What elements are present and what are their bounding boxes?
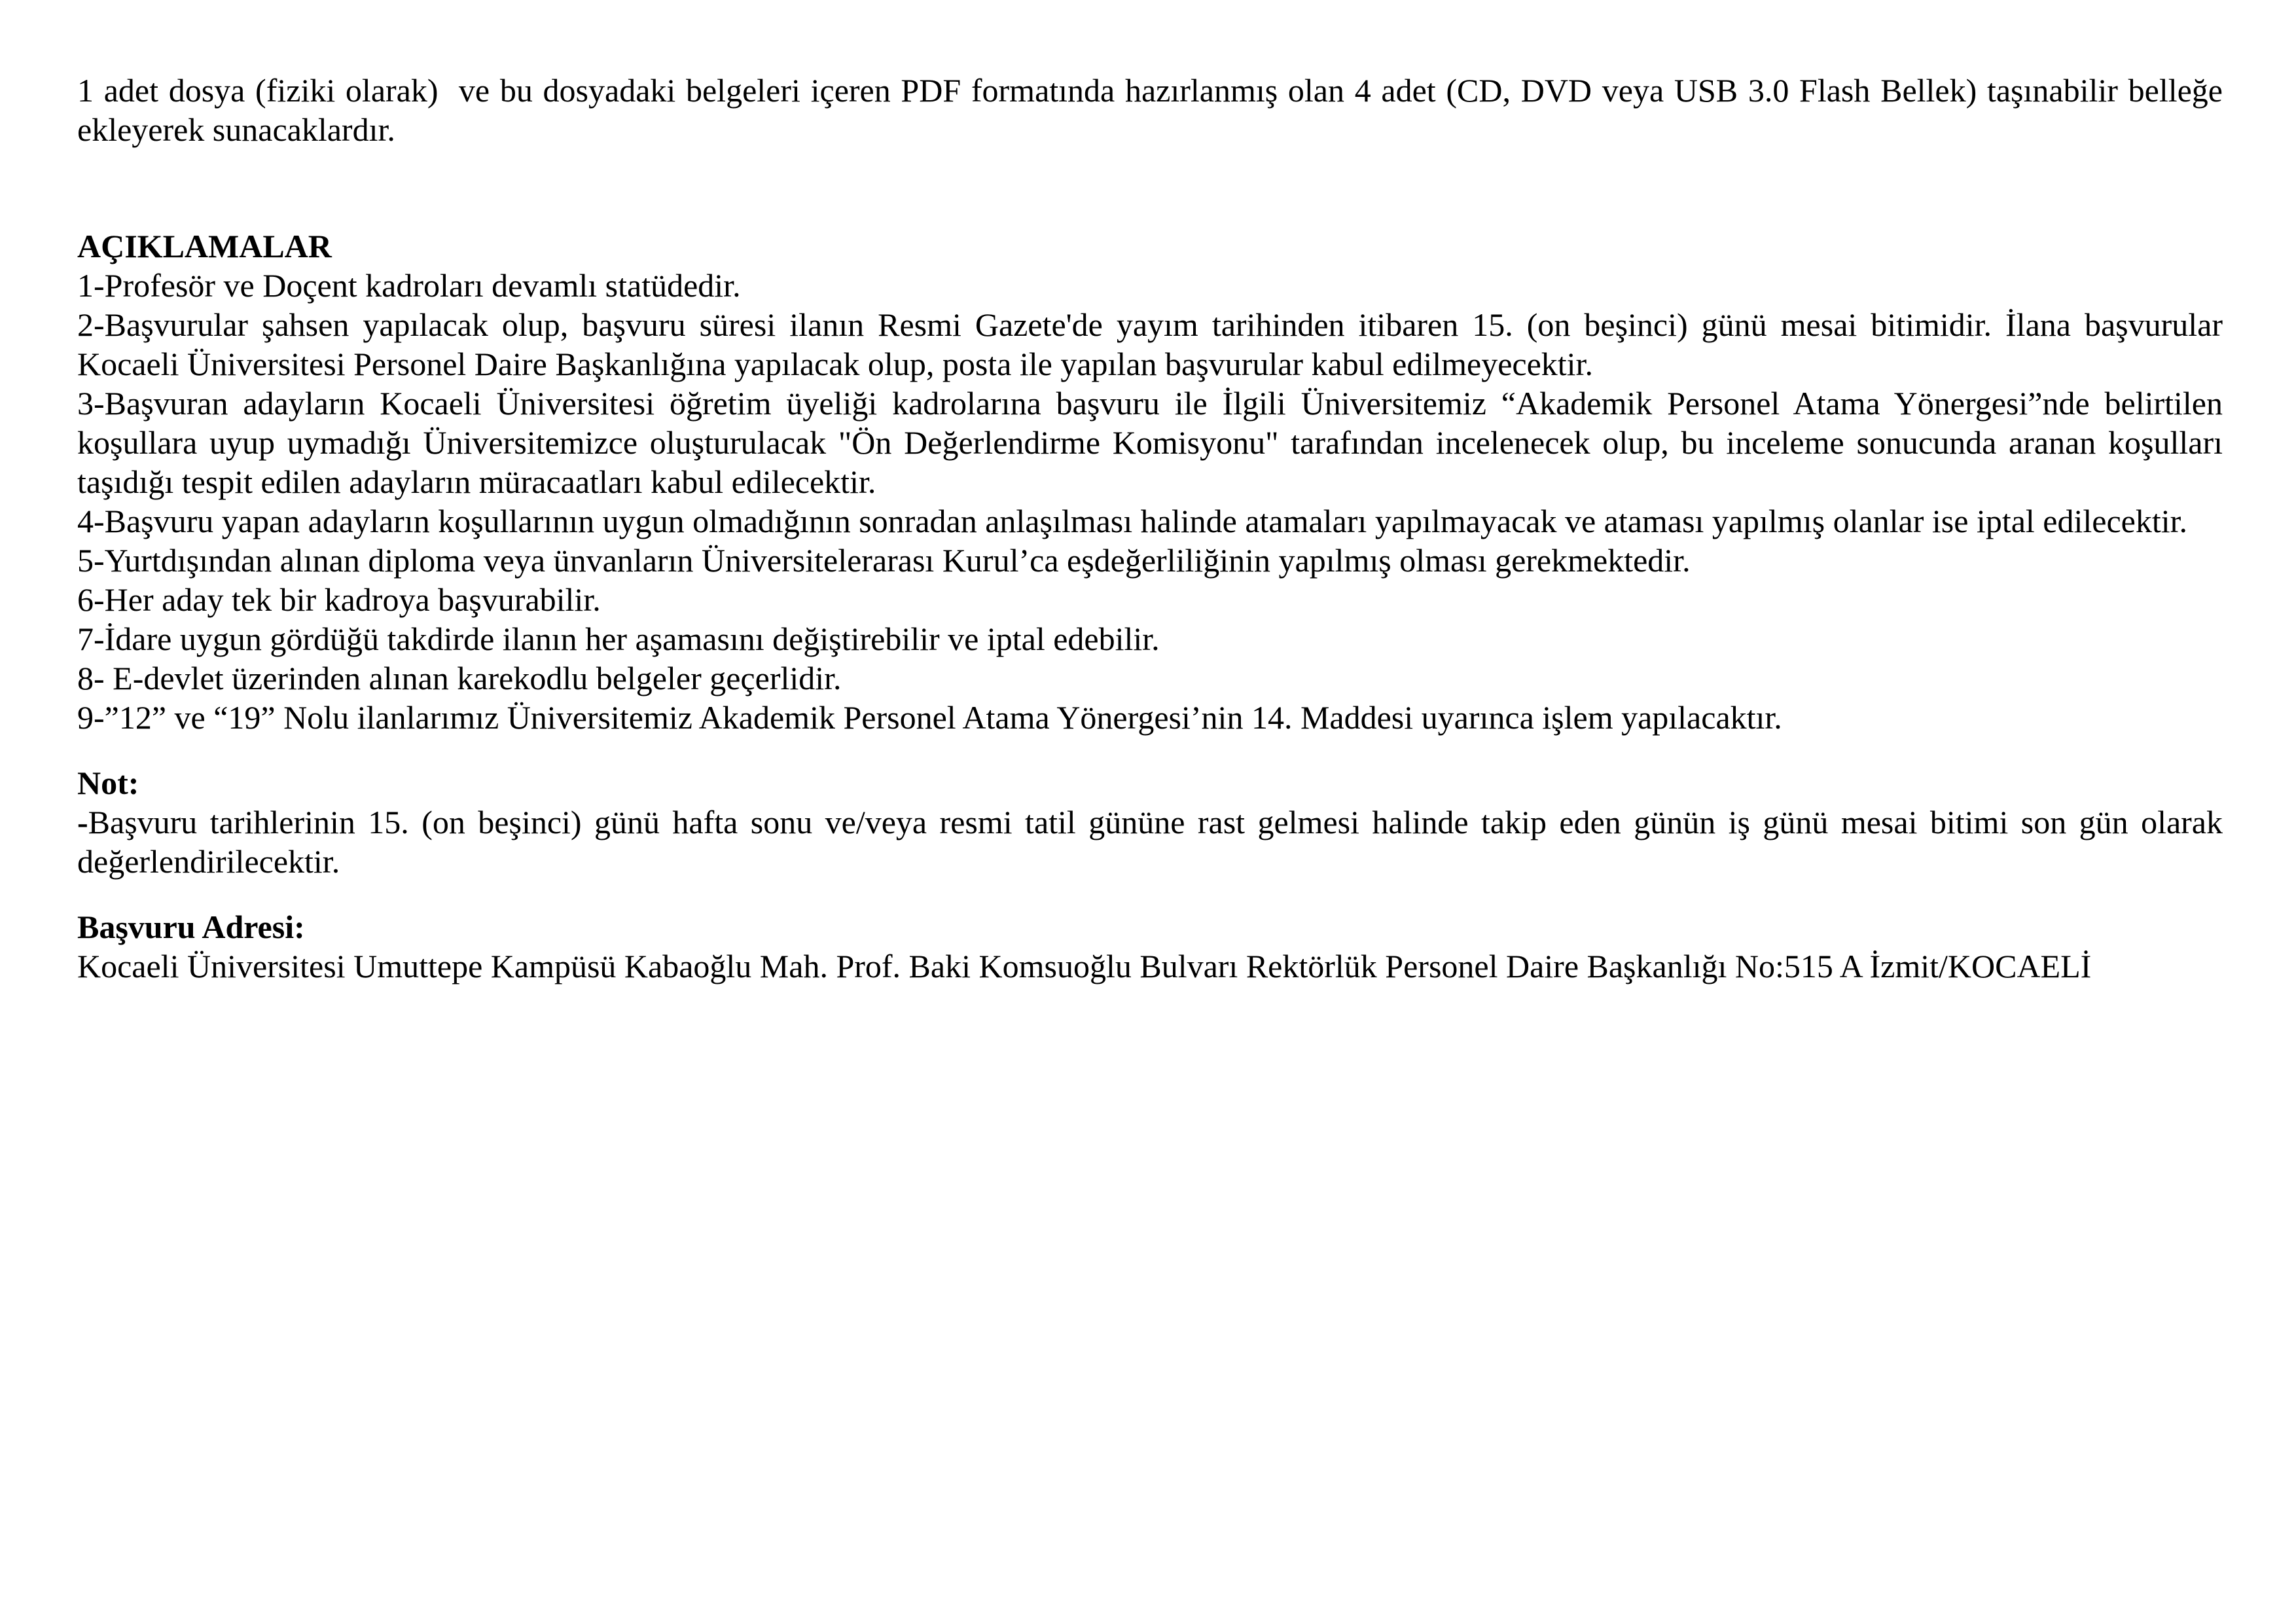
aciklamalar-heading: AÇIKLAMALAR [77,228,332,264]
aciklamalar-section [77,226,2223,737]
aciklamalar-item-5: 5-Yurtdışından alınan diploma veya ünvanların Üniversitelerarası Kurul’ca eşdeğerliliğinin yapılmış olması gerekmektedir. [77,542,1691,579]
aciklamalar-item-7: 7-İdare uygun gördüğü takdirde ilanın her aşamasını değiştirebilir ve iptal edebilir. [77,621,1160,657]
aciklamalar-item-6: 6-Her aday tek bir kadroya başvurabilir. [77,581,601,618]
aciklamalar-item-2: 2-Başvurular şahsen yapılacak olup, başvuru süresi ilanın Resmi Gazete'de yayım tarihinden itibaren 15. (on beşinci) günü mesai bitimidir. İlana başvurular Kocaeli Üniversitesi Personel Daire Başkanlığına yapılacak olup, posta ile yapılan başvurular kabul edilmeyecektir. [77,306,2223,382]
aciklamalar-item-3: 3-Başvuran adayların Kocaeli Üniversitesi öğretim üyeliği kadrolarına başvuru ile İlgili Üniversitemiz “Akademik Personel Atama Yönergesi”nde belirtilen koşullara uyup uymadığı Üniversitemizce oluşturulacak "Ön Değerlendirme Komisyonu" tarafından incelenecek olup, bu inceleme sonucunda aranan koşulları taşıdığı tespit edilen adayların müracaatları kabul edilecektir. [77,385,2223,500]
note-section [77,763,2223,881]
note-paragraph [77,803,2223,881]
aciklamalar-item-1: 1-Profesör ve Doçent kadroları devamlı statüdedir. [77,267,741,304]
intro-paragraph: 1 adet dosya (fiziki olarak) ve bu dosyadaki belgeleri içeren PDF formatında hazırlanmış olan 4 adet (CD, DVD veya USB 3.0 Flash Bellek) taşınabilir belleğe ekleyerek sunacaklardır. [77,72,2231,148]
aciklamalar-item-9: 9-”12” ve “19” Nolu ilanlarımız Üniversitemiz Akademik Personel Atama Yönergesi’nin 14. Maddesi uyarınca işlem yapılacaktır. [77,699,1782,736]
application-address-section [77,907,2223,986]
application-address-text: Kocaeli Üniversitesi Umuttepe Kampüsü Kabaoğlu Mah. Prof. Baki Komsuoğlu Bulvarı Rektörlük Personel Daire Başkanlığı No:515 A İzmit/KOCAELİ [77,948,2092,984]
aciklamalar-item-4: 4-Başvuru yapan adayların koşullarının uygun olmadığının sonradan anlaşılması halinde atamaları yapılmayacak ve ataması yapılmış olanlar ise iptal edilecektir. [77,503,2188,539]
application-address-heading: Başvuru Adresi: [77,909,305,945]
note-text: Başvuru tarihlerinin 15. (on beşinci) günü hafta sonu ve/veya resmi tatil gününe rast gelmesi halinde takip eden günün iş günü mesai bitimi son gün olarak değerlendirilecektir. [77,804,2223,880]
note-heading: Not: [77,765,139,801]
aciklamalar-item-8: 8- E-devlet üzerinden alınan karekodlu belgeler geçerlidir. [77,660,842,696]
note-dash: - [77,804,88,840]
